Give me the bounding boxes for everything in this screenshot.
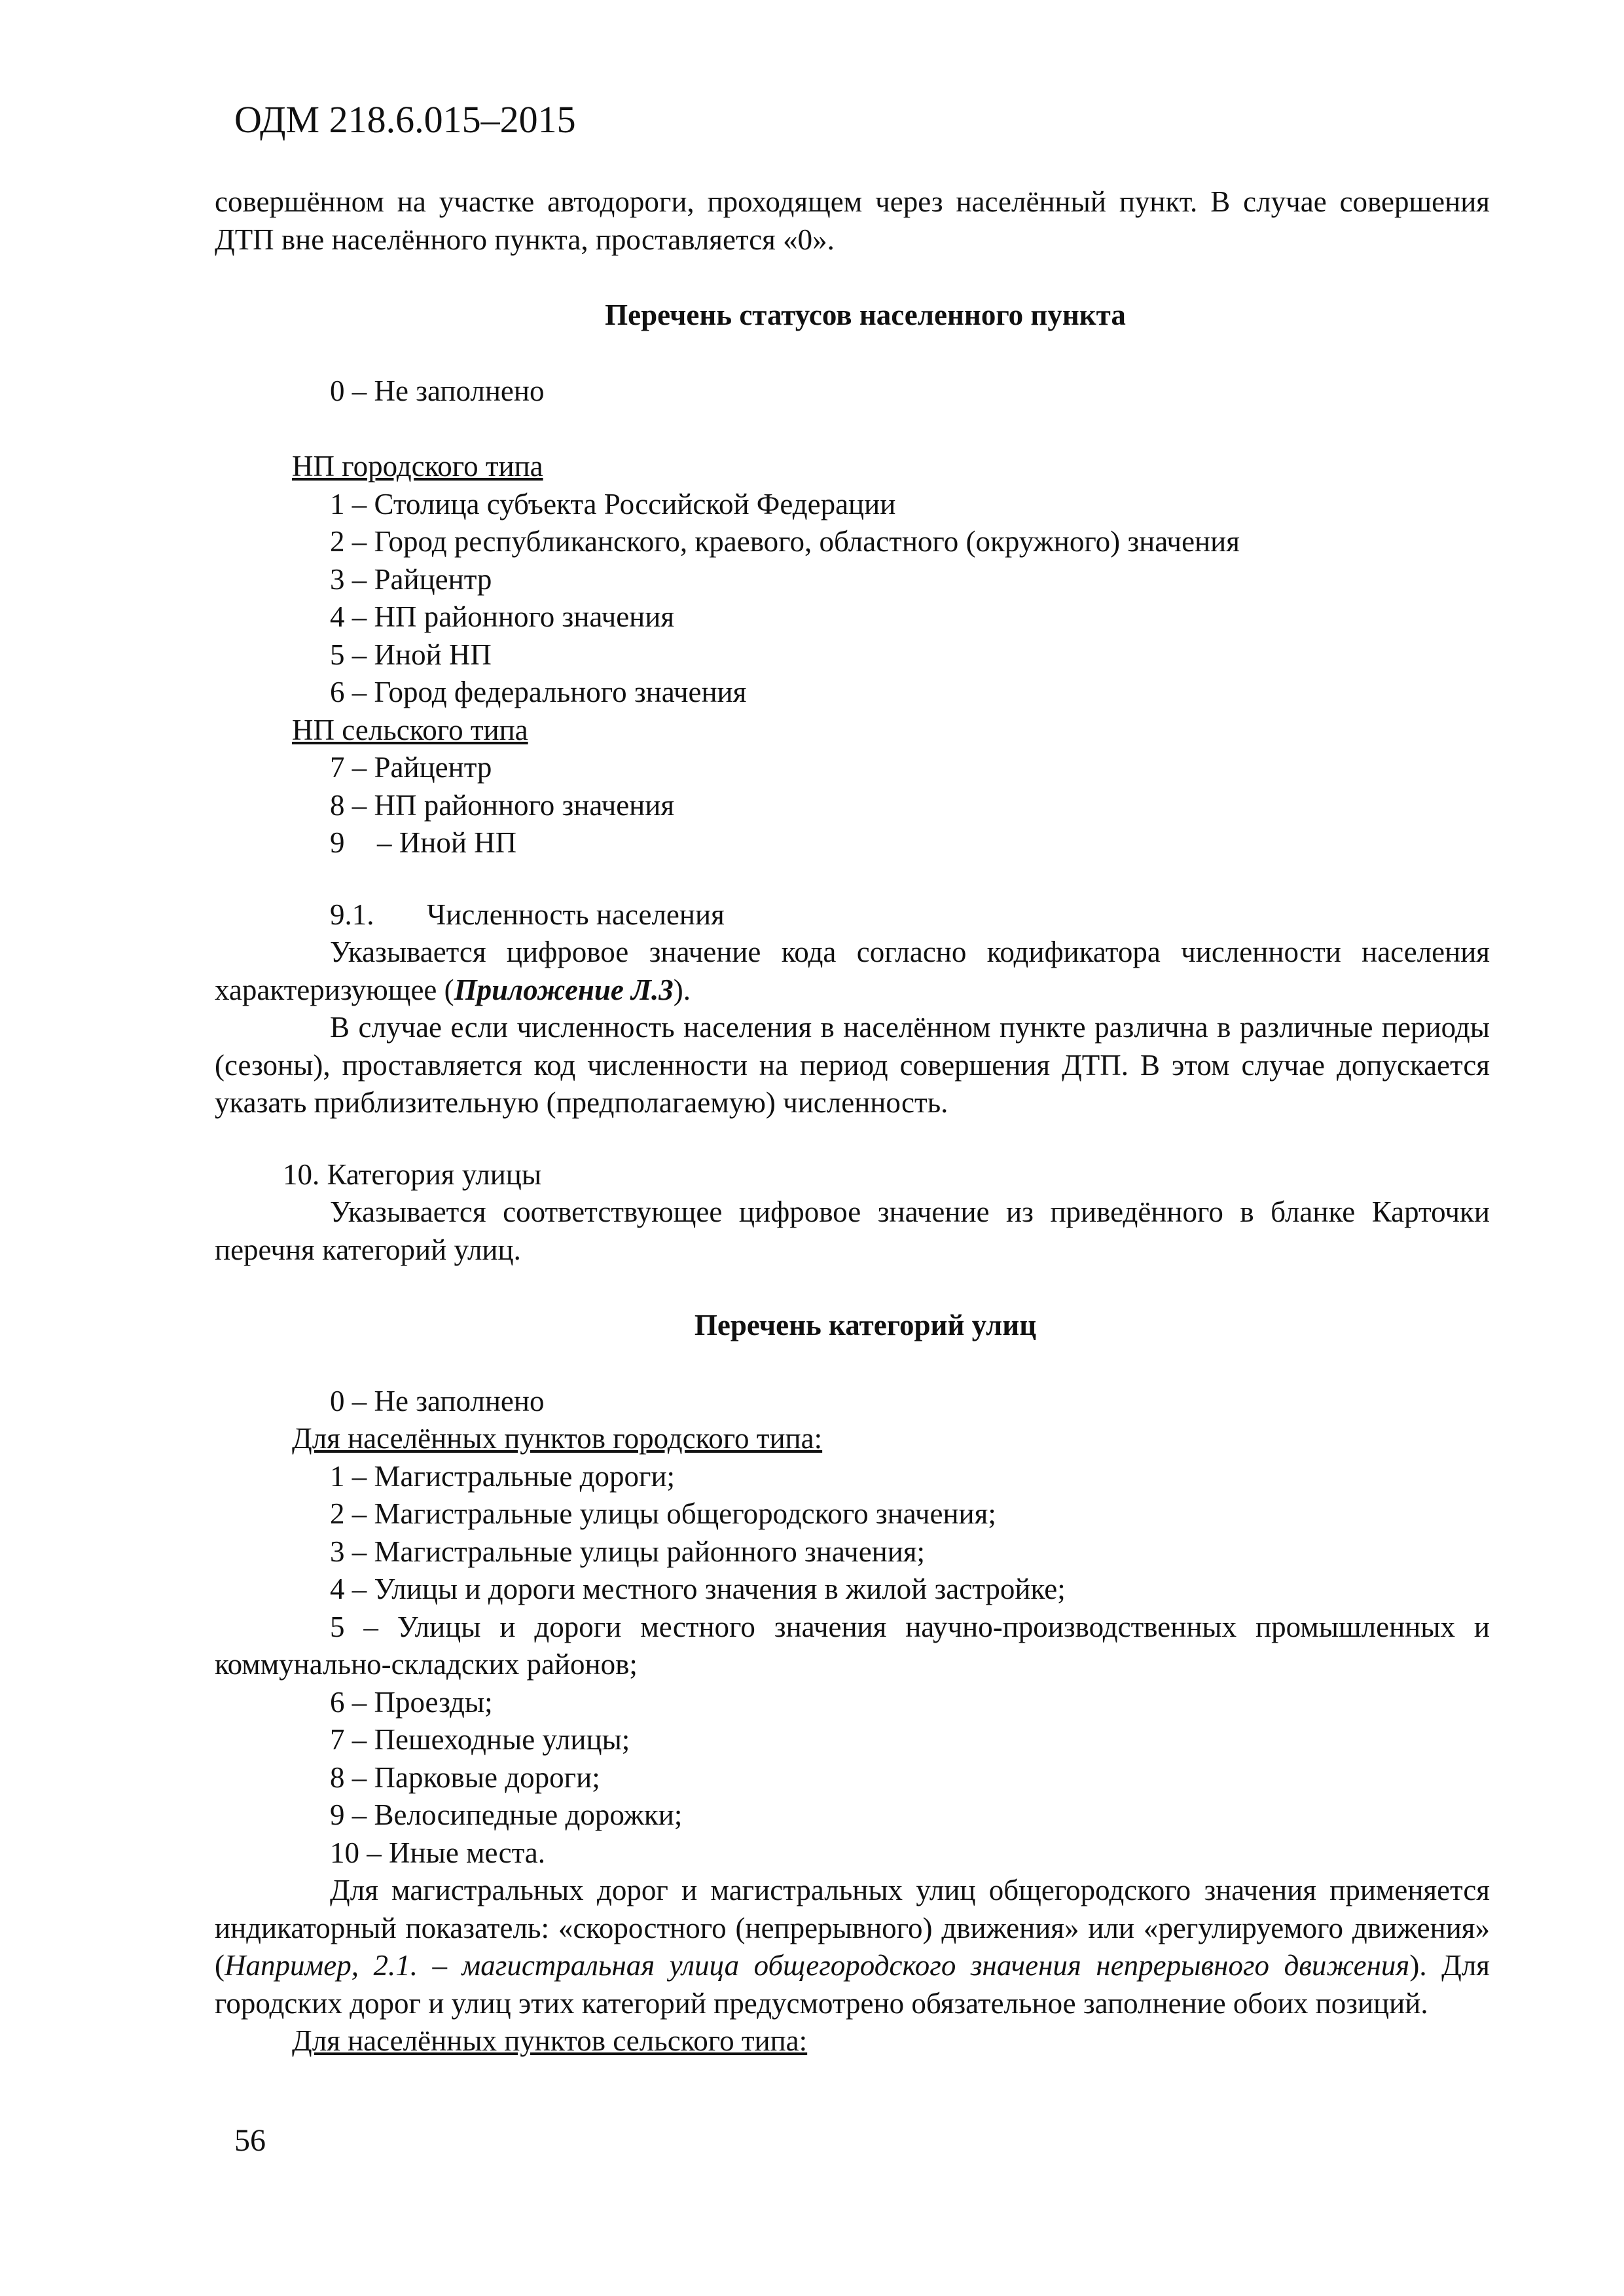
- settlement-status-not-filled: 0 – Не заполнено: [330, 374, 545, 407]
- rural-item: 8 – НП районного значения: [330, 788, 675, 822]
- rural-item: [215, 824, 1490, 862]
- urban-item: 3 – Райцентр: [330, 562, 492, 596]
- text-run: ).: [673, 973, 691, 1006]
- street-category-item: 8 – Парковые дороги;: [330, 1760, 600, 1794]
- population-paragraph-1: [215, 934, 1490, 1009]
- appendix-reference: Приложение Л.3: [454, 973, 674, 1006]
- document-code: ОДМ 218.6.015–2015: [234, 98, 576, 141]
- street-list-note: [215, 1872, 1490, 2022]
- example-text: Например, 2.1. – магистральная улица общегородского значения непрерывного движения: [225, 1949, 1410, 1982]
- section-number: 10.: [283, 1157, 320, 1191]
- street-category-item: 9 – Велосипедные дорожки;: [330, 1798, 683, 1831]
- section-street-category-title: [215, 1156, 1490, 1194]
- street-list-heading: Перечень категорий улиц: [694, 1309, 1037, 1341]
- urban-item: 4 – НП районного значения: [330, 600, 675, 633]
- page-body: [215, 183, 1490, 2060]
- street-category-item: 3 – Магистральные улицы районного значения;: [330, 1535, 926, 1568]
- street-list-rural-label: Для населённых пунктов сельского типа:: [292, 2024, 808, 2057]
- street-category-item: 2 – Магистральные улицы общегородского значения;: [330, 1497, 996, 1530]
- text-run: Указывается цифровое значение кода согласно кодификатора численности населения характеризующее (: [215, 936, 1490, 1006]
- street-list-urban-label: Для населённых пунктов городского типа:: [292, 1422, 823, 1455]
- urban-type-label: НП городского типа: [292, 450, 543, 483]
- population-paragraph-2: В случае если численность населения в населённом пункте различна в различные периоды (сезоны), проставляется код численности на период совершения ДТП. В этом случае допускается указать приблизительную (предполагаемую) численность.: [215, 1011, 1490, 1119]
- urban-item: 5 – Иной НП: [330, 638, 492, 671]
- rural-item-number: 9: [330, 826, 345, 859]
- text-run: Для магистральных дорог и магистральных улиц общегородского значения применяется индикаторный показатель: «скоростного (непрерывного) движения» или «регулируемого движения» (: [215, 1874, 1490, 1982]
- page-number: 56: [234, 2123, 266, 2158]
- rural-item: 7 – Райцентр: [330, 751, 492, 784]
- street-category-item: 5 – Улицы и дороги местного значения научно-производственных промышленных и коммунально-складских районов;: [215, 1610, 1490, 1681]
- section-title: Численность населения: [427, 898, 725, 931]
- street-category-item: 10 – Иные места.: [330, 1836, 546, 1869]
- section-title: Категория улицы: [327, 1157, 542, 1191]
- street-category-item: 1 – Магистральные дороги;: [330, 1459, 676, 1493]
- urban-item: 6 – Город федерального значения: [330, 676, 747, 708]
- urban-item: 2 – Город республиканского, краевого, областного (окружного) значения: [330, 525, 1240, 558]
- street-category-item: 6 – Проезды;: [330, 1685, 493, 1719]
- settlement-status-heading: Перечень статусов населенного пункта: [605, 299, 1126, 331]
- urban-item: 1 – Столица субъекта Российской Федерации: [330, 487, 896, 520]
- intro-paragraph: совершённом на участке автодороги, проходящем через населённый пункт. В случае совершения ДТП вне населённого пункта, проставляется «0».: [215, 185, 1490, 256]
- street-category-item: 4 – Улицы и дороги местного значения в жилой застройке;: [330, 1573, 1066, 1605]
- rural-item-text: – Иной НП: [377, 826, 517, 859]
- section-population-title: [215, 896, 1490, 934]
- section-number: 9.1.: [330, 898, 374, 931]
- rural-type-label: НП сельского типа: [292, 713, 528, 746]
- street-category-paragraph: Указывается соответствующее цифровое значение из приведённого в бланке Карточки перечня категорий улиц.: [215, 1195, 1490, 1266]
- street-category-item: 7 – Пешеходные улицы;: [330, 1723, 630, 1756]
- street-list-not-filled: 0 – Не заполнено: [330, 1384, 545, 1417]
- text-run: ). Для городских дорог и улиц этих категорий предусмотрено обязательное заполнение обоих позиций.: [215, 1949, 1490, 2020]
